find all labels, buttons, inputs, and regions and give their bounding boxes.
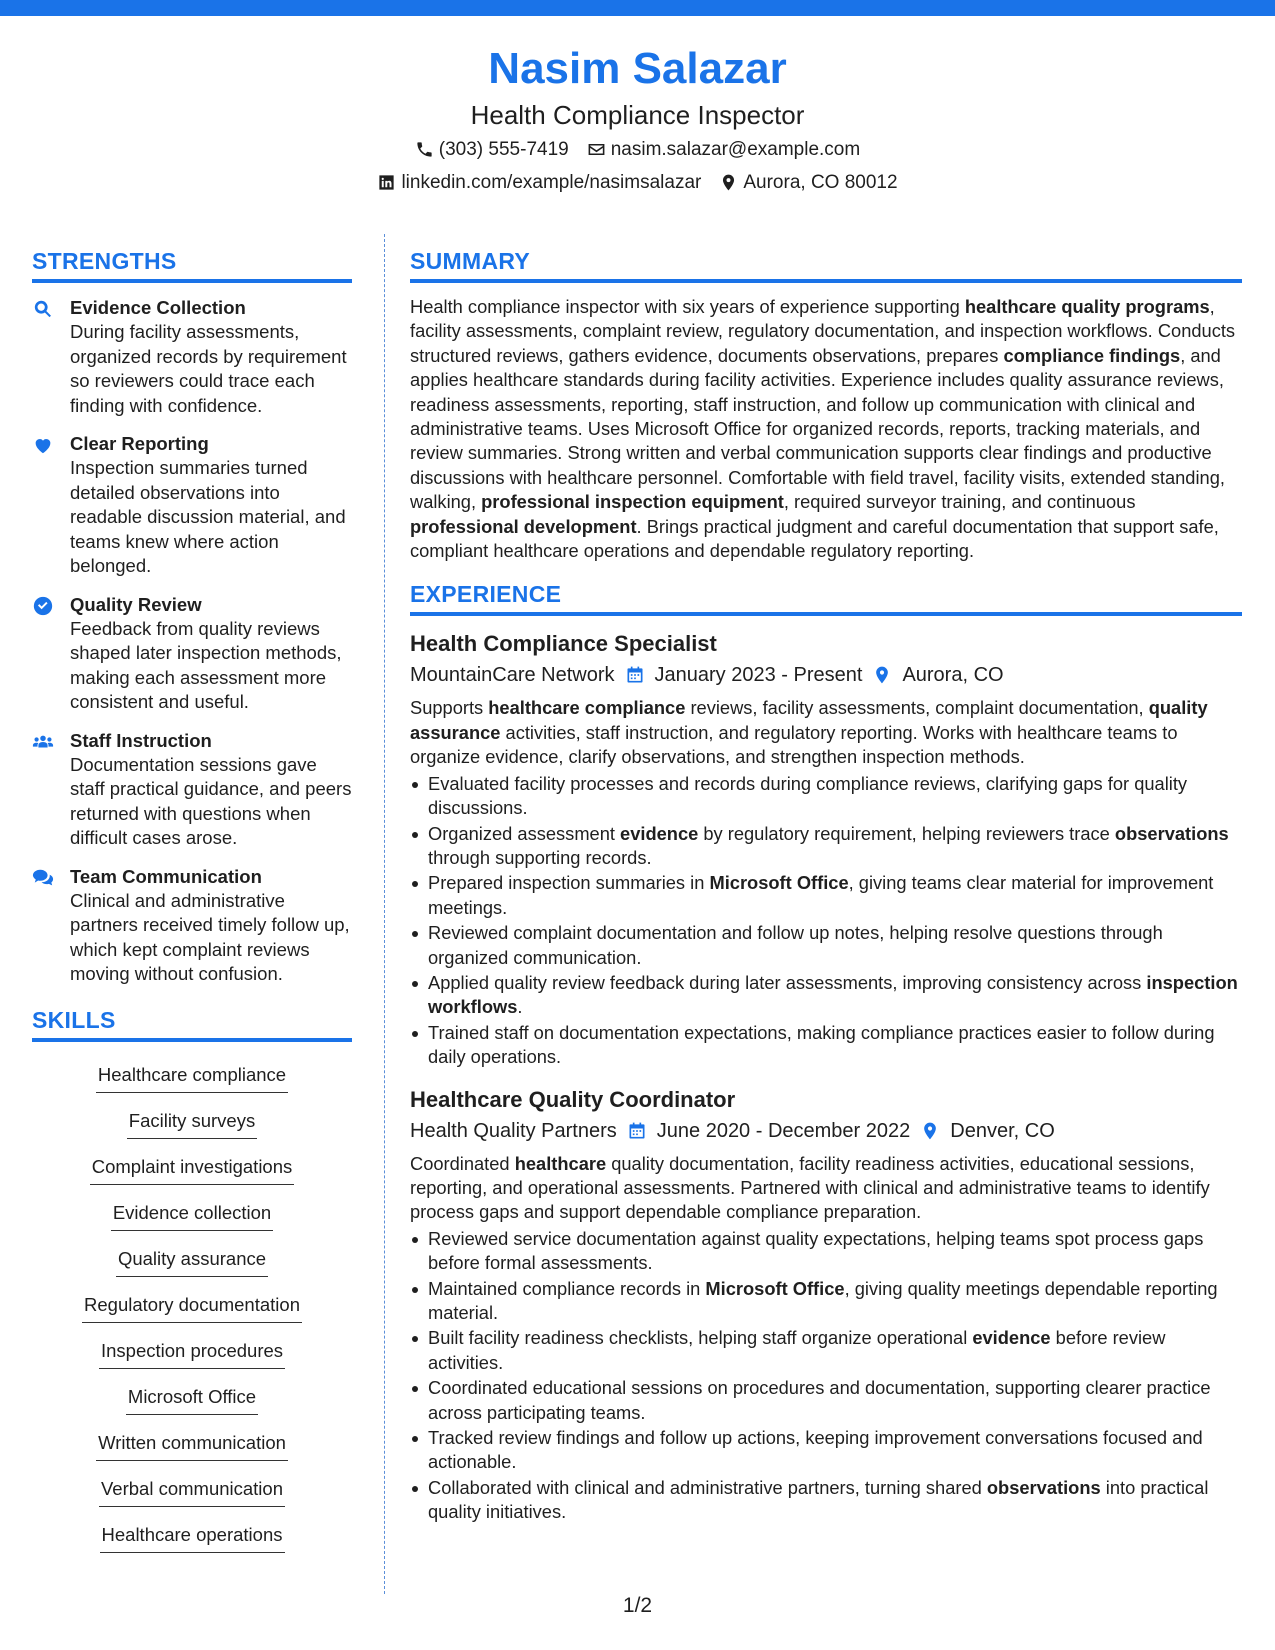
candidate-title: Health Compliance Inspector [470, 100, 805, 130]
job-dates: January 2023 - Present [654, 664, 863, 687]
strength-item [32, 592, 352, 715]
skill-row [32, 1100, 352, 1146]
location-contact [719, 167, 897, 198]
skill-item: Healthcare compliance [96, 1060, 288, 1093]
column-divider [384, 234, 385, 1594]
skill-item: Healthcare operations [100, 1520, 285, 1553]
skill-row [32, 1376, 352, 1422]
skills-section [32, 1005, 352, 1560]
job-bullet: Reviewed complaint documentation and follow up notes, helping resolve questions through organized communication. [410, 921, 1242, 970]
job-description: Supports healthcare compliance reviews, facility assessments, complaint documentation, quality assurance activities, staff instruction, and regulatory reporting. Works with healthcare teams to organize evidence, clarify observations, and strengthen inspection methods. [410, 697, 1208, 768]
skill-item: Evidence collection [111, 1198, 273, 1231]
job-entry [410, 1084, 1242, 1525]
skill-row [32, 1238, 352, 1284]
job-entry [410, 628, 1242, 1069]
summary-heading: SUMMARY [410, 246, 1242, 283]
skills-list [32, 1054, 352, 1560]
job-bullet: Maintained compliance records in Microsoft Office, giving quality meetings dependable reporting material. [410, 1277, 1242, 1326]
skill-item: Inspection procedures [99, 1336, 285, 1369]
envelope-icon [587, 140, 606, 159]
users-icon [32, 731, 54, 753]
strength-item [32, 728, 352, 851]
map-pin-icon [719, 173, 738, 192]
calendar-icon [625, 665, 645, 685]
phone-contact [415, 134, 569, 165]
strength-description: Documentation sessions gave staff practical guidance, and peers returned with questions when difficult cases arose. [70, 753, 352, 848]
linkedin-text: linkedin.com/example/nasimsalazar [401, 172, 702, 193]
job-company: MountainCare Network [410, 664, 615, 687]
strength-item [32, 431, 352, 579]
job-bullet: Collaborated with clinical and administrative partners, turning shared observations into practical quality initiatives. [410, 1476, 1242, 1525]
job-company: Health Quality Partners [410, 1119, 617, 1142]
skill-row [32, 1192, 352, 1238]
comments-icon [32, 867, 54, 889]
skill-item: Quality assurance [116, 1244, 268, 1277]
resume-header [0, 40, 1275, 198]
strength-title: Quality Review [70, 593, 202, 615]
linkedin-icon [377, 173, 396, 192]
linkedin-contact[interactable] [377, 167, 701, 198]
strength-title: Clear Reporting [70, 433, 209, 454]
job-bullet: Coordinated educational sessions on procedures and documentation, supporting clearer practice across participating teams. [410, 1376, 1242, 1425]
strength-title: Staff Instruction [70, 729, 212, 751]
email-text: nasim.salazar@example.com [610, 139, 861, 160]
strength-item [32, 864, 352, 987]
summary-text: Health compliance inspector with six years of experience supporting healthcare quality programs, facility assessments, complaint review, regulatory documentation, and inspection workflows. Conducts structured reviews, gathers evidence, documents observations, prepares compliance findings, and applies healthcare standards during facility activities. Experience includes quality assurance reviews, readiness assessments, reporting, staff instruction, and follow up communication with clinical and administrative teams. Uses Microsoft Office for organized records, reports, tracking materials, and review summaries. Strong written and verbal communication supports clear findings and productive discussions with healthcare personnel. Comfortable with field travel, facility visits, extended standing, walking, professional inspection equipment, required surveyor training, and continuous professional development. Brings practical judgment and careful documentation that support safe, compliant healthcare operations and dependable regulatory reporting. [410, 296, 1236, 562]
contact-row-1 [0, 134, 1275, 165]
skill-item: Microsoft Office [126, 1382, 258, 1415]
skill-item: Written communication [96, 1428, 288, 1461]
job-list [410, 628, 1242, 1524]
strength-description: Inspection summaries turned detailed observations into readable discussion material, and teams knew where action belonged. [70, 457, 346, 576]
job-bullet: Prepared inspection summaries in Microsoft Office, giving teams clear material for improvement meetings. [410, 871, 1242, 920]
phone-icon [415, 140, 434, 159]
search-icon [32, 298, 54, 320]
strength-title: Evidence Collection [70, 297, 246, 318]
skill-row [32, 1422, 352, 1468]
skills-heading: SKILLS [32, 1005, 352, 1042]
job-bullet: Organized assessment evidence by regulatory requirement, helping reviewers trace observations through supporting records. [410, 822, 1242, 871]
email-contact[interactable] [587, 134, 861, 165]
job-bullet: Reviewed service documentation against quality expectations, helping teams spot process gaps before formal assessments. [410, 1227, 1242, 1276]
skill-row [32, 1330, 352, 1376]
phone-text: (303) 555-7419 [438, 139, 569, 160]
page-number: 1/2 [622, 1594, 653, 1617]
job-title: Healthcare Quality Coordinator [410, 1086, 736, 1112]
job-bullets [410, 772, 1242, 1070]
strength-description: Clinical and administrative partners received timely follow up, which kept complaint reviews moving without confusion. [70, 889, 350, 984]
strength-item [32, 295, 352, 418]
skill-row [32, 1146, 352, 1192]
skill-row [32, 1054, 352, 1100]
job-dates: June 2020 - December 2022 [656, 1119, 911, 1142]
job-location: Aurora, CO [902, 664, 1004, 687]
strength-description: During facility assessments, organized records by requirement so reviewers could trace each finding with confidence. [70, 321, 347, 416]
strengths-section [32, 246, 352, 987]
job-meta [410, 1116, 1242, 1146]
left-column [32, 246, 352, 1560]
calendar-icon [627, 1121, 647, 1141]
job-bullet: Tracked review findings and follow up actions, keeping improvement conversations focused and actionable. [410, 1426, 1242, 1475]
job-bullet: Evaluated facility processes and records during compliance reviews, clarifying gaps for quality discussions. [410, 772, 1242, 821]
skill-row [32, 1284, 352, 1330]
experience-heading: EXPERIENCE [410, 579, 1242, 616]
summary-section [410, 246, 1242, 563]
job-bullet: Built facility readiness checklists, helping staff organize operational evidence before review activities. [410, 1326, 1242, 1375]
strength-title: Team Communication [70, 865, 262, 887]
job-description: Coordinated healthcare quality documentation, facility readiness activities, educational sessions, reporting, and operational assessments. Partnered with clinical and administrative teams to identify process gaps and support dependable compliance preparation. [410, 1152, 1210, 1223]
strength-description: Feedback from quality reviews shaped later inspection methods, making each assessment more consistent and useful. [70, 617, 342, 712]
contact-row-2 [0, 167, 1275, 198]
skill-item: Regulatory documentation [82, 1290, 302, 1323]
map-pin-icon [872, 665, 892, 685]
skill-item: Complaint investigations [90, 1152, 295, 1185]
job-title: Health Compliance Specialist [410, 631, 717, 657]
skill-row [32, 1514, 352, 1560]
strengths-heading: STRENGTHS [32, 246, 352, 283]
map-pin-icon [920, 1121, 940, 1141]
check-circle-icon [32, 595, 54, 617]
skill-item: Verbal communication [99, 1474, 285, 1507]
job-location: Denver, CO [950, 1119, 1055, 1142]
experience-section [410, 579, 1242, 1524]
job-bullet: Trained staff on documentation expectations, making compliance practices easier to follow during daily operations. [410, 1021, 1242, 1070]
job-bullet: Applied quality review feedback during later assessments, improving consistency across inspection workflows. [410, 971, 1242, 1020]
job-meta [410, 660, 1242, 690]
skill-row [32, 1468, 352, 1514]
right-column [410, 246, 1242, 1539]
heart-icon [32, 434, 54, 456]
top-accent-bar [0, 0, 1275, 16]
skill-item: Facility surveys [127, 1106, 257, 1139]
candidate-name: Nasim Salazar [488, 44, 787, 93]
location-text: Aurora, CO 80012 [743, 172, 898, 193]
job-bullets [410, 1227, 1242, 1525]
